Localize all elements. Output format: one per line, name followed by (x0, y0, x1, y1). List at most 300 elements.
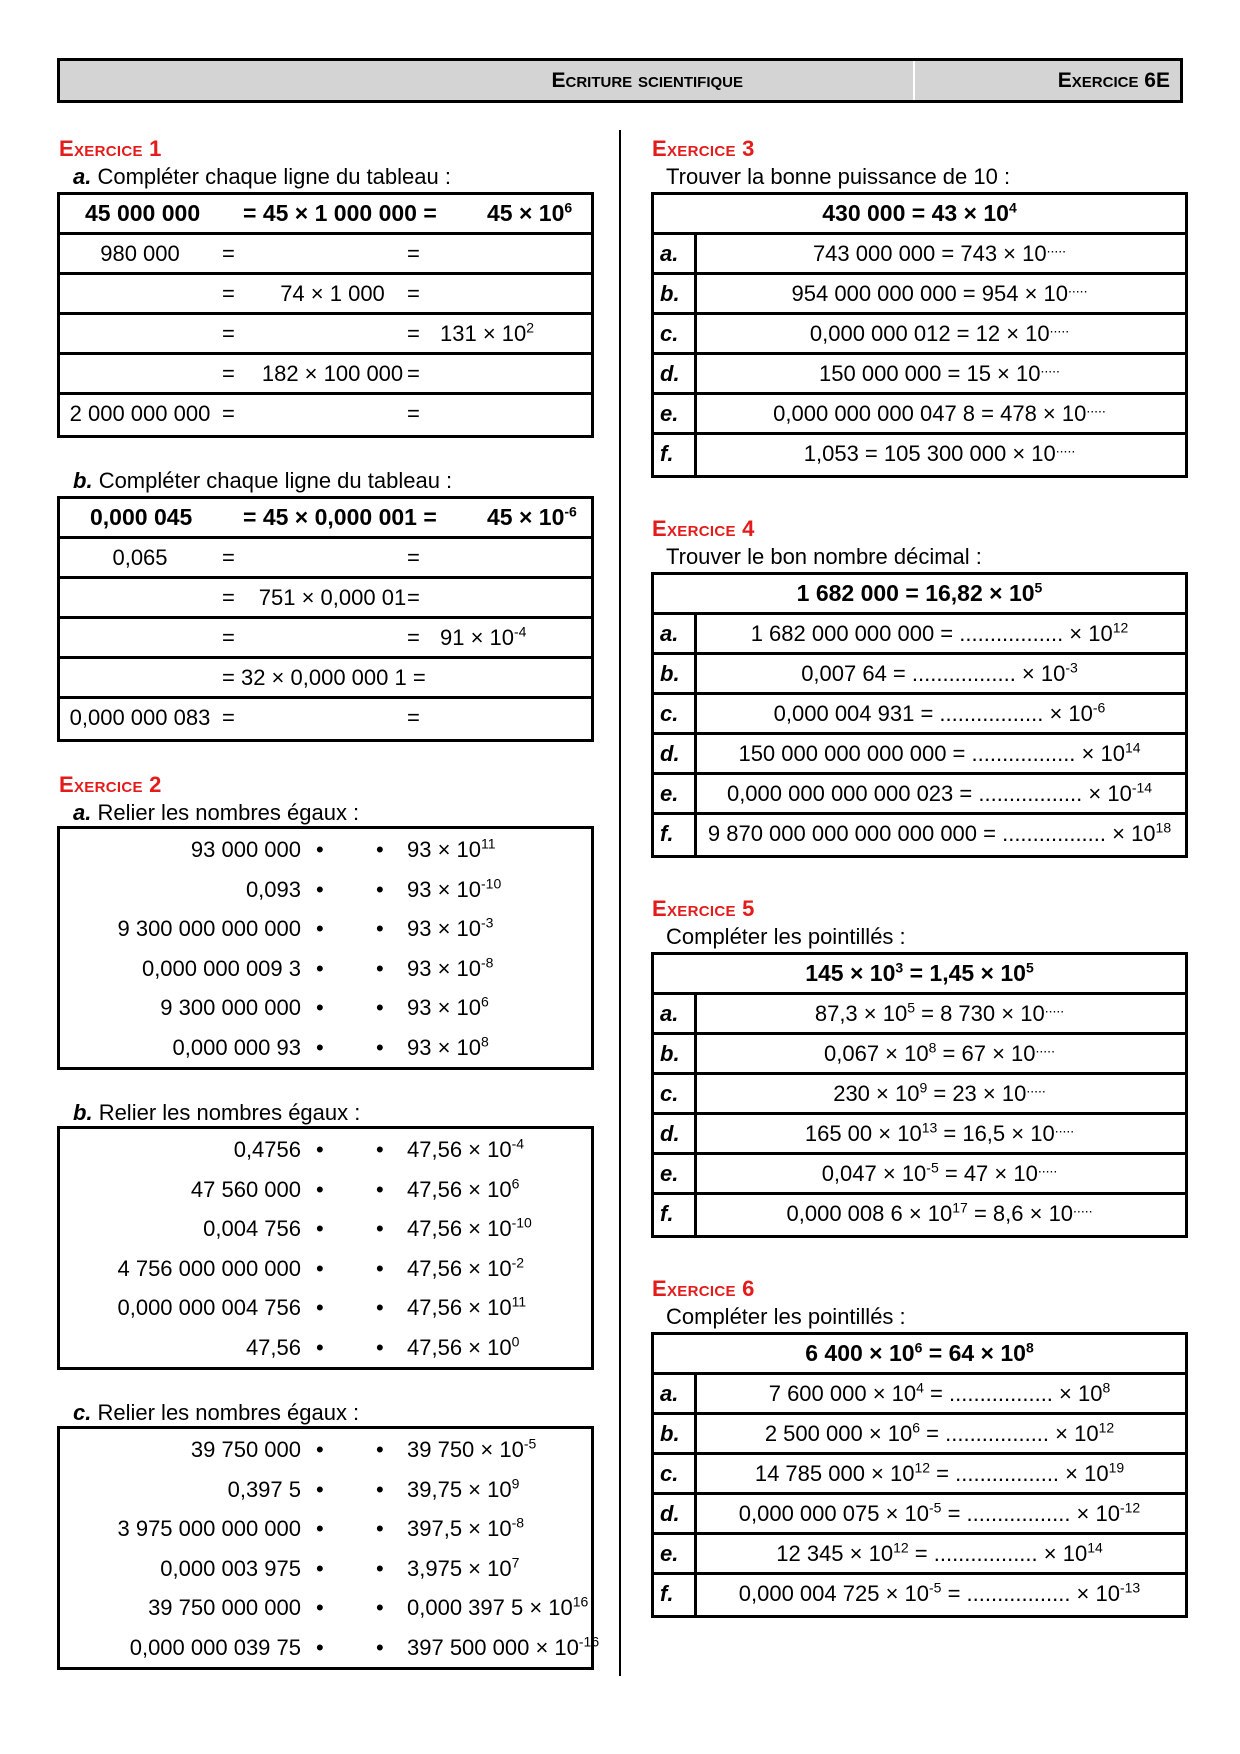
row-expression (694, 1495, 1185, 1532)
row-expression (694, 1535, 1185, 1572)
expression-exponent: -5 (929, 1579, 942, 1596)
table-row[interactable] (60, 699, 591, 739)
match-left-value: 0,000 000 93 (172, 1034, 301, 1060)
expression-exponent: ..... (1055, 439, 1076, 456)
ex4-table (651, 572, 1188, 858)
bullet-right[interactable]: • (376, 995, 384, 1020)
bullet-right[interactable]: • (376, 1034, 384, 1060)
match-row (60, 1470, 591, 1509)
table-row[interactable] (654, 1155, 1185, 1195)
expression-text: 150 000 000 = 15 × 10 (819, 361, 1041, 386)
expression-right: = 16,5 × 10 (937, 1121, 1055, 1146)
row-label: c. (660, 701, 679, 726)
match-left-value: 9 300 000 000 (160, 995, 301, 1020)
power-exponent: -3 (481, 914, 494, 931)
expression-exponent: -3 (1065, 659, 1078, 676)
bullet-left[interactable]: • (316, 1334, 324, 1360)
power-base: 93 × 10 (407, 1034, 482, 1060)
bullet-left[interactable]: • (316, 876, 324, 902)
bullet-left[interactable]: • (316, 1516, 324, 1541)
expression-right: = ................. × 10 (908, 1541, 1088, 1566)
match-row (60, 1288, 591, 1327)
power-base: 3,975 × 10 (407, 1555, 512, 1581)
expression-exponent: -5 (929, 1499, 942, 1516)
ex3-table (651, 192, 1188, 478)
match-right-value (407, 1209, 532, 1248)
table-cell-equals: = (222, 241, 235, 266)
match-left-value: 9 300 000 000 000 (117, 916, 301, 941)
power-base: 93 × 10 (407, 916, 482, 941)
bullet-left[interactable]: • (316, 916, 324, 941)
expression-exponent: 13 (921, 1119, 938, 1136)
row-expression (694, 1455, 1185, 1492)
power-exponent: 0 (511, 1333, 520, 1350)
power-base: 397 500 000 × 10 (407, 1634, 579, 1660)
expression-exponent: 19 (1108, 1459, 1125, 1476)
bullet-right[interactable]: • (376, 876, 384, 902)
table-header-row: 6 $400 \times 10^6 = 64 \times 10^8$ (654, 1335, 1185, 1375)
expression-exponent: 8 (1102, 1379, 1111, 1396)
expression-text: 1,053 = 105 300 000 × 10 (803, 441, 1056, 466)
expression-right: = ................. × 10 (923, 1381, 1103, 1406)
power-exponent: 9 (511, 1475, 520, 1492)
match-left-value: 4 756 000 000 000 (117, 1255, 301, 1281)
expression-exponent: -14 (1131, 779, 1153, 796)
table-row[interactable] (654, 1455, 1185, 1495)
match-row (60, 988, 591, 1027)
match-right-value (407, 1328, 519, 1367)
expression-text: 9 870 000 000 000 000 000 = ................. × 10 (707, 821, 1156, 846)
table-header-row: 1 682 $000 = 16,82 \times 10^5$ (654, 575, 1185, 615)
ex2-b-matching (57, 1126, 594, 1370)
expression-exponent: 18 (1155, 819, 1172, 836)
match-right-value (407, 1288, 526, 1327)
table-cell-equals: = (407, 281, 420, 306)
table-row[interactable] (60, 659, 591, 699)
ex5-instruction: Compléter les pointillés : (666, 924, 906, 949)
match-left-value: 0,093 (245, 876, 301, 902)
row-label: f. (660, 1581, 674, 1606)
row-label: a. (660, 1001, 679, 1026)
bullet-right[interactable]: • (376, 1634, 384, 1660)
bullet-left[interactable]: • (316, 1295, 324, 1320)
power-exponent: -8 (481, 954, 494, 971)
power-exponent: -4 (511, 1135, 525, 1152)
row-label: c. (660, 1461, 679, 1486)
bullet-left[interactable]: • (316, 1476, 324, 1502)
expression-right: = ................. × 10 (941, 1501, 1120, 1526)
row-expression (694, 235, 1185, 272)
table-cell-product: 74 × 1 000 (280, 281, 385, 306)
table-cell-equals: = (222, 281, 235, 306)
table-row[interactable] (60, 619, 591, 659)
row-label: d. (660, 1501, 680, 1526)
power-base: 47,56 × 10 (407, 1255, 512, 1281)
expression-exponent: 8 (928, 1039, 937, 1056)
bullet-left[interactable]: • (316, 1137, 324, 1162)
table-row[interactable] (60, 539, 591, 579)
expression-text: 0,000 000 000 000 023 = ................. × 10 (726, 781, 1132, 806)
expression-exponent: 14 (1087, 1539, 1103, 1556)
bullet-left[interactable]: • (316, 1437, 324, 1462)
bullet-right[interactable]: • (376, 916, 384, 941)
expression-text: 0,000 000 000 047 8 = 478 × 10 (773, 401, 1087, 426)
table-cell-equals: = (407, 361, 420, 386)
match-row (60, 1509, 591, 1548)
ex4-title: Exercice 4 (652, 516, 755, 541)
table-row[interactable] (654, 775, 1185, 815)
row-label: a. (660, 621, 679, 646)
bullet-left[interactable]: • (316, 1216, 324, 1241)
expression-left: 0,000 004 725 × 10 (738, 1581, 929, 1606)
row-expression (694, 995, 1185, 1032)
ex2-title: Exercice 2 (59, 772, 162, 797)
table-cell-equals: = (222, 705, 235, 730)
table-row[interactable] (654, 1415, 1185, 1455)
match-row (60, 1430, 591, 1469)
power-base: 0,000 397 5 × 10 (407, 1595, 573, 1620)
power-base: 39 750 × 10 (407, 1437, 524, 1462)
power-exponent: 11 (511, 1293, 527, 1310)
row-label: b. (660, 281, 680, 306)
row-label: e. (660, 401, 679, 426)
power-exponent: 8 (481, 1033, 489, 1050)
table-row[interactable] (60, 235, 591, 275)
bullet-left[interactable]: • (316, 1634, 324, 1660)
match-left-value: 3 975 000 000 000 (117, 1516, 301, 1541)
row-expression (694, 1195, 1185, 1232)
power-base: 47,56 × 10 (407, 1137, 512, 1162)
table-cell-equals: = 32 × 0,000 000 1 = (222, 665, 426, 690)
bullet-left[interactable]: • (316, 1255, 324, 1281)
table-row[interactable] (654, 695, 1185, 735)
match-right-value (407, 909, 493, 948)
row-expression (694, 355, 1185, 392)
row-expression (694, 735, 1185, 772)
expression-text: 0,000 004 931 = ................. × 10 (773, 701, 1093, 726)
bullet-right[interactable]: • (376, 1476, 384, 1502)
expression-exponent: ..... (1046, 239, 1067, 256)
table-row[interactable] (654, 395, 1185, 435)
expression-text: 0,000 000 012 = 12 × 10 (809, 321, 1050, 346)
table-row[interactable] (654, 235, 1185, 275)
row-label: e. (660, 1541, 679, 1566)
match-right-value (407, 1588, 588, 1627)
expression-text: 954 000 000 000 = 954 × 10 (791, 281, 1069, 306)
match-row (60, 1549, 591, 1588)
row-expression (694, 1115, 1185, 1152)
expression-exponent: ..... (1054, 1119, 1075, 1136)
table-cell-equals: = (407, 401, 420, 426)
match-right-value (407, 1430, 536, 1469)
expression-right: = 47 × 10 (938, 1161, 1038, 1186)
expression-left: 87,3 × 10 (814, 1001, 908, 1026)
bullet-left[interactable]: • (316, 1176, 324, 1202)
expression-exponent: ..... (1044, 999, 1065, 1016)
power-base: 47,56 × 10 (407, 1295, 512, 1320)
table-row[interactable] (60, 395, 591, 435)
expression-left: 165 00 × 10 (804, 1121, 922, 1146)
match-right-value (407, 949, 493, 988)
expression-left: 230 × 10 (833, 1081, 920, 1106)
table-row[interactable] (60, 275, 591, 315)
match-row (60, 1249, 591, 1288)
table-cell-equals: = (407, 241, 420, 266)
row-expression (694, 1155, 1185, 1192)
power-exponent: -10 (511, 1214, 532, 1231)
expression-left: 7 600 000 × 10 (768, 1381, 917, 1406)
ex1-a-instruction: a. Compléter chaque ligne du tableau : (73, 164, 451, 189)
row-expression (694, 1375, 1185, 1412)
bullet-right[interactable]: • (376, 1137, 384, 1162)
expression-exponent: ..... (1035, 1039, 1055, 1056)
match-right-value (407, 988, 489, 1027)
power-base: 91 × 10 (440, 625, 515, 650)
bullet-right[interactable]: • (376, 1176, 384, 1202)
row-label: c. (660, 1081, 679, 1106)
row-expression (694, 395, 1185, 432)
bullet-right[interactable]: • (376, 1216, 384, 1241)
page-header (57, 58, 1183, 103)
table-cell-equals: = (222, 361, 235, 386)
expression-text: 743 000 000 = 743 × 10 (812, 241, 1047, 266)
table-row[interactable] (654, 355, 1185, 395)
bullet-left[interactable]: • (316, 1595, 324, 1620)
table-row[interactable] (654, 275, 1185, 315)
expression-right: = 8 730 × 10 (915, 1001, 1045, 1026)
bullet-right[interactable]: • (376, 1516, 384, 1541)
power-base: 131 × 10 (440, 321, 527, 346)
expression-exponent: 5 (907, 999, 916, 1016)
table-cell-equals: = (407, 625, 420, 650)
table-row[interactable] (654, 995, 1185, 1035)
table-row[interactable] (654, 655, 1185, 695)
row-expression (694, 815, 1185, 852)
row-label: d. (660, 361, 680, 386)
ex1-a-table (57, 192, 594, 438)
bullet-left[interactable]: • (316, 955, 324, 981)
row-label: b. (660, 1041, 680, 1066)
ex3-instruction: Trouver la bonne puissance de 10 : (666, 164, 1011, 189)
bullet-left[interactable]: • (316, 995, 324, 1020)
match-row (60, 1588, 591, 1627)
expression-exponent: ..... (1026, 1079, 1046, 1096)
bullet-right[interactable]: • (376, 1595, 384, 1620)
ex1-b-instruction: b. Compléter chaque ligne du tableau : (73, 468, 453, 493)
power-exponent: -10 (481, 875, 502, 892)
table-cell-equals: = (222, 585, 235, 610)
header-exercise: Exercice 6E (1057, 69, 1170, 92)
table-cell-equals: = (407, 585, 420, 610)
power-exponent: -5 (523, 1435, 537, 1452)
table-row[interactable] (654, 1035, 1185, 1075)
match-right-value (407, 1028, 489, 1067)
ex5-title: Exercice 5 (652, 896, 755, 921)
power-exponent: -16 (578, 1633, 600, 1650)
expression-text: 0,007 64 = ................. × 10 (801, 661, 1066, 686)
bullet-right[interactable]: • (376, 1555, 384, 1581)
bullet-right[interactable]: • (376, 837, 384, 862)
table-cell-power (440, 619, 526, 656)
match-row (60, 1028, 591, 1067)
table-header-row: 0,000 045 = 45 × 0,000 001 = $45 \times 10^{-6}$ (60, 499, 591, 539)
table-row[interactable] (654, 1495, 1185, 1535)
match-row (60, 870, 591, 909)
table-row[interactable] (60, 315, 591, 355)
match-right-value (407, 1249, 524, 1288)
table-cell-number: 0,000 000 083 (69, 705, 211, 730)
expression-exponent: -13 (1119, 1579, 1141, 1596)
power-base: 47,56 × 10 (407, 1216, 512, 1241)
match-right-value (407, 1130, 524, 1169)
row-label: f. (660, 1201, 674, 1226)
bullet-left[interactable]: • (316, 837, 324, 862)
bullet-left[interactable]: • (316, 1555, 324, 1581)
match-left-value: 0,004 756 (203, 1216, 301, 1241)
expression-left: 2 500 000 × 10 (764, 1421, 913, 1446)
row-expression (694, 615, 1185, 652)
table-cell-product: 751 × 0,000 01 (258, 585, 407, 610)
match-right-value (407, 1628, 599, 1667)
bullet-right[interactable]: • (376, 1255, 384, 1281)
match-right-value (407, 870, 501, 909)
bullet-right[interactable]: • (376, 955, 384, 981)
row-label: f. (660, 441, 674, 466)
row-label: f. (660, 821, 674, 846)
expression-left: 0,000 008 6 × 10 (786, 1201, 953, 1226)
bullet-right[interactable]: • (376, 1437, 384, 1462)
match-left-value: 0,397 5 (227, 1476, 301, 1502)
table-row[interactable] (60, 355, 591, 395)
table-cell-number: 0,065 (112, 545, 168, 570)
match-right-value (407, 830, 496, 869)
match-left-value: 47 560 000 (190, 1176, 301, 1202)
expression-left: 12 345 × 10 (776, 1541, 894, 1566)
expression-right: = ................. × 10 (930, 1461, 1109, 1486)
table-row[interactable] (654, 815, 1185, 855)
table-row[interactable] (654, 1115, 1185, 1155)
table-cell-equals: = (222, 625, 235, 650)
power-base: 397,5 × 10 (407, 1516, 512, 1541)
ex2-a-instruction: a. Relier les nombres égaux : (73, 800, 360, 825)
row-label: d. (660, 1121, 680, 1146)
expression-exponent: 4 (916, 1379, 924, 1396)
table-cell-equals: = (222, 545, 235, 570)
expression-exponent: -6 (1092, 699, 1106, 716)
match-right-value (407, 1509, 524, 1548)
table-row[interactable] (654, 615, 1185, 655)
power-exponent: -2 (511, 1254, 525, 1271)
table-cell-power (440, 315, 534, 352)
ex4-instruction: Trouver le bon nombre décimal : (666, 544, 982, 569)
table-row[interactable] (654, 1195, 1185, 1235)
match-left-value: 0,4756 (233, 1137, 301, 1162)
match-left-value: 47,56 (245, 1334, 301, 1360)
power-base: 93 × 10 (407, 837, 482, 862)
expression-exponent: -12 (1119, 1499, 1141, 1516)
expression-left: 0,047 × 10 (821, 1161, 927, 1186)
table-row[interactable] (654, 1575, 1185, 1615)
row-label: d. (660, 741, 680, 766)
power-base: 39,75 × 10 (407, 1476, 512, 1502)
power-exponent: -8 (511, 1514, 525, 1531)
ex2-b-instruction: b. Relier les nombres égaux : (73, 1100, 361, 1125)
bullet-left[interactable]: • (316, 1034, 324, 1060)
table-cell-number: 980 000 (100, 241, 180, 266)
expression-right: = ................. × 10 (941, 1581, 1120, 1606)
bullet-right[interactable]: • (376, 1334, 384, 1360)
table-cell-equals: = (407, 321, 420, 346)
row-label: b. (660, 661, 680, 686)
row-expression (694, 275, 1185, 312)
bullet-right[interactable]: • (376, 1295, 384, 1320)
expression-exponent: 6 (912, 1419, 921, 1436)
match-row (60, 1170, 591, 1209)
table-row[interactable] (654, 735, 1185, 775)
ex1-title: Exercice 1 (59, 136, 162, 161)
ex2-c-instruction: c. Relier les nombres égaux : (73, 1400, 360, 1425)
table-row[interactable] (654, 1535, 1185, 1575)
row-expression (694, 1575, 1185, 1612)
table-row[interactable] (654, 1375, 1185, 1415)
expression-exponent: 9 (919, 1079, 928, 1096)
expression-exponent: ..... (1068, 279, 1088, 296)
expression-exponent: ..... (1040, 359, 1060, 376)
row-label: a. (660, 241, 679, 266)
ex6-table (651, 1332, 1188, 1618)
ex1-b-table (57, 496, 594, 742)
expression-left: 0,000 000 075 × 10 (738, 1501, 929, 1526)
expression-right: = ................. × 10 (920, 1421, 1099, 1446)
expression-left: 0,067 × 10 (824, 1041, 929, 1066)
power-exponent: 7 (511, 1554, 520, 1571)
table-row[interactable] (60, 579, 591, 619)
match-left-value: 93 000 000 (190, 837, 301, 862)
ex6-title: Exercice 6 (652, 1276, 755, 1301)
table-cell-equals: = (222, 321, 235, 346)
match-left-value: 0,000 000 009 3 (141, 955, 301, 981)
match-row (60, 830, 591, 869)
expression-right: = 67 × 10 (936, 1041, 1036, 1066)
power-exponent: 2 (526, 319, 535, 336)
expression-text: 1 682 000 000 000 = ................. × 10 (750, 621, 1113, 646)
table-header-row: $145 \times 10^3 = 1,45 \times 10^5$ (654, 955, 1185, 995)
row-expression (694, 775, 1185, 812)
expression-exponent: 17 (952, 1199, 968, 1216)
ex2-a-matching (57, 826, 594, 1070)
power-base: 93 × 10 (407, 955, 482, 981)
match-left-value: 0,000 000 039 75 (129, 1634, 301, 1660)
match-left-value: 39 750 000 000 (148, 1595, 301, 1620)
power-exponent: 11 (481, 835, 496, 852)
ex5-table (651, 952, 1188, 1238)
match-row (60, 909, 591, 948)
power-base: 47,56 × 10 (407, 1176, 512, 1202)
row-expression (694, 655, 1185, 692)
expression-exponent: ..... (1086, 399, 1106, 416)
row-expression (694, 435, 1185, 472)
match-right-value (407, 1549, 519, 1588)
header-title: Ecriture scientifique (551, 69, 743, 92)
table-row[interactable] (654, 435, 1185, 475)
match-right-value (407, 1470, 519, 1509)
expression-exponent: ..... (1037, 1159, 1058, 1176)
table-row[interactable] (654, 315, 1185, 355)
ex6-instruction: Compléter les pointillés : (666, 1304, 906, 1329)
row-expression (694, 1035, 1185, 1072)
table-row[interactable] (654, 1075, 1185, 1115)
power-base: 93 × 10 (407, 995, 482, 1020)
